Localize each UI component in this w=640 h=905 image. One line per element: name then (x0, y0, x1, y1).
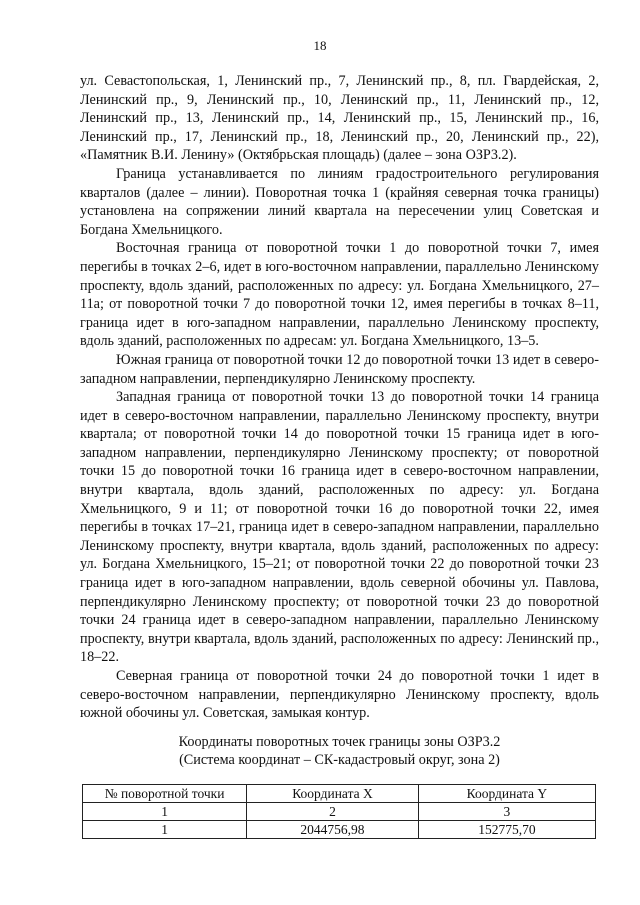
table-header-row (83, 785, 596, 803)
paragraph-east-boundary: Восточная граница от поворотной точки 1 до поворотной точки 7, имея перегибы в точках 2–6, идет в юго-восточном направлении, параллельно Ленинскому проспекту, вдоль зданий, расположенных по адресу: ул. Богдана Хмельницкого, 27–11а; от поворотной точки 7 до поворотной точки 12, имея перегибы в точках 8–11, граница идет в юго-западном направлении, параллельно Ленинскому проспекту, вдоль зданий, расположенных по адресам: ул. Богдана Хмельницкого, 13–5. (80, 240, 599, 350)
table-caption (80, 733, 599, 769)
coordinate-y-cell: 152775,70 (418, 821, 595, 839)
column-number-3: 3 (418, 803, 595, 821)
document-body (80, 72, 599, 723)
table-row (83, 821, 596, 839)
table-column-numbers-row (83, 803, 596, 821)
paragraph-north-boundary: Северная граница от поворотной точки 24 до поворотной точки 1 идет в северо-восточном направлении, перпендикулярно Ленинскому проспекту, вдоль южной обочины ул. Советская, замыкая контур. (80, 668, 599, 722)
column-number-1: 1 (83, 803, 247, 821)
coordinates-table (82, 784, 596, 839)
paragraph-south-boundary: Южная граница от поворотной точки 12 до поворотной точки 13 идет в северо-западном направлении, перпендикулярно Ленинскому проспекту. (80, 351, 599, 387)
point-number-cell: 1 (83, 821, 247, 839)
coordinate-x-cell: 2044756,98 (247, 821, 419, 839)
table-caption-title: Координаты поворотных точек границы зоны ОЗР3.2 (178, 734, 501, 750)
paragraph-boundary-intro: Граница устанавливается по линиям градостроительного регулирования кварталов (далее – линии). Поворотная точка 1 (крайняя северная точка границы) установлена на сопряжении линий квартала на пересечении улиц Советская и Богдана Хмельницкого. (80, 165, 599, 238)
paragraph-west-boundary: Западная граница от поворотной точки 13 до поворотной точки 14 граница идет в северо-восточном направлении, параллельно Ленинскому проспекту, внутри квартала; от поворотной точки 14 до поворотной точки 15 граница идет в юго-западном направлении, перпендикулярно Ленинскому проспекту; от поворотной точки 15 до поворотной точки 16 граница идет в северо-восточном направлении, внутри квартала, вдоль зданий, расположенных по адресу: ул. Богдана Хмельницкого, 9 и 11; от поворотной точки 16 до поворотной точки 22, имея перегибы в точках 17–21, граница идет в северо-западном направлении, параллельно Ленинскому проспекту, внутри квартала, вдоль зданий, расположенных по адресу: ул. Богдана Хмельницкого, 15–21; от поворотной точки 22 до поворотной точки 23 граница идет в юго-западном направлении, вдоль северной обочины ул. Павлова, перпендикулярно Ленинскому проспекту; от поворотной точки 23 до поворотной точки 24 граница идет в северо-западном направлении, параллельно Ленинскому проспекту, внутри квартала, вдоль зданий, расположенных по адресу: Ленинский пр., 18–22. (80, 389, 599, 666)
column-number-2: 2 (247, 803, 419, 821)
header-point-number: № поворотной точки (83, 785, 247, 803)
header-coordinate-x: Координата X (247, 785, 419, 803)
header-coordinate-y: Координата Y (418, 785, 595, 803)
table-caption-subtitle: (Система координат – СК-кадастровый округ, зона 2) (179, 752, 500, 768)
page-number: 18 (313, 38, 327, 53)
paragraph-address-list: ул. Севастопольская, 1, Ленинский пр., 7, Ленинский пр., 8, пл. Гвардейская, 2, Ленинский пр., 9, Ленинский пр., 10, Ленинский пр., 11, Ленинский пр., 12, Ленинский пр., 13, Ленинский пр., 14, Ленинский пр., 15, Ленинский пр., 16, Ленинский пр., 17, Ленинский пр., 18, Ленинский пр., 20, Ленинский пр., 22), «Памятник В.И. Ленину» (Октябрьская площадь) (далее – зона ОЗР3.2). (80, 73, 599, 164)
